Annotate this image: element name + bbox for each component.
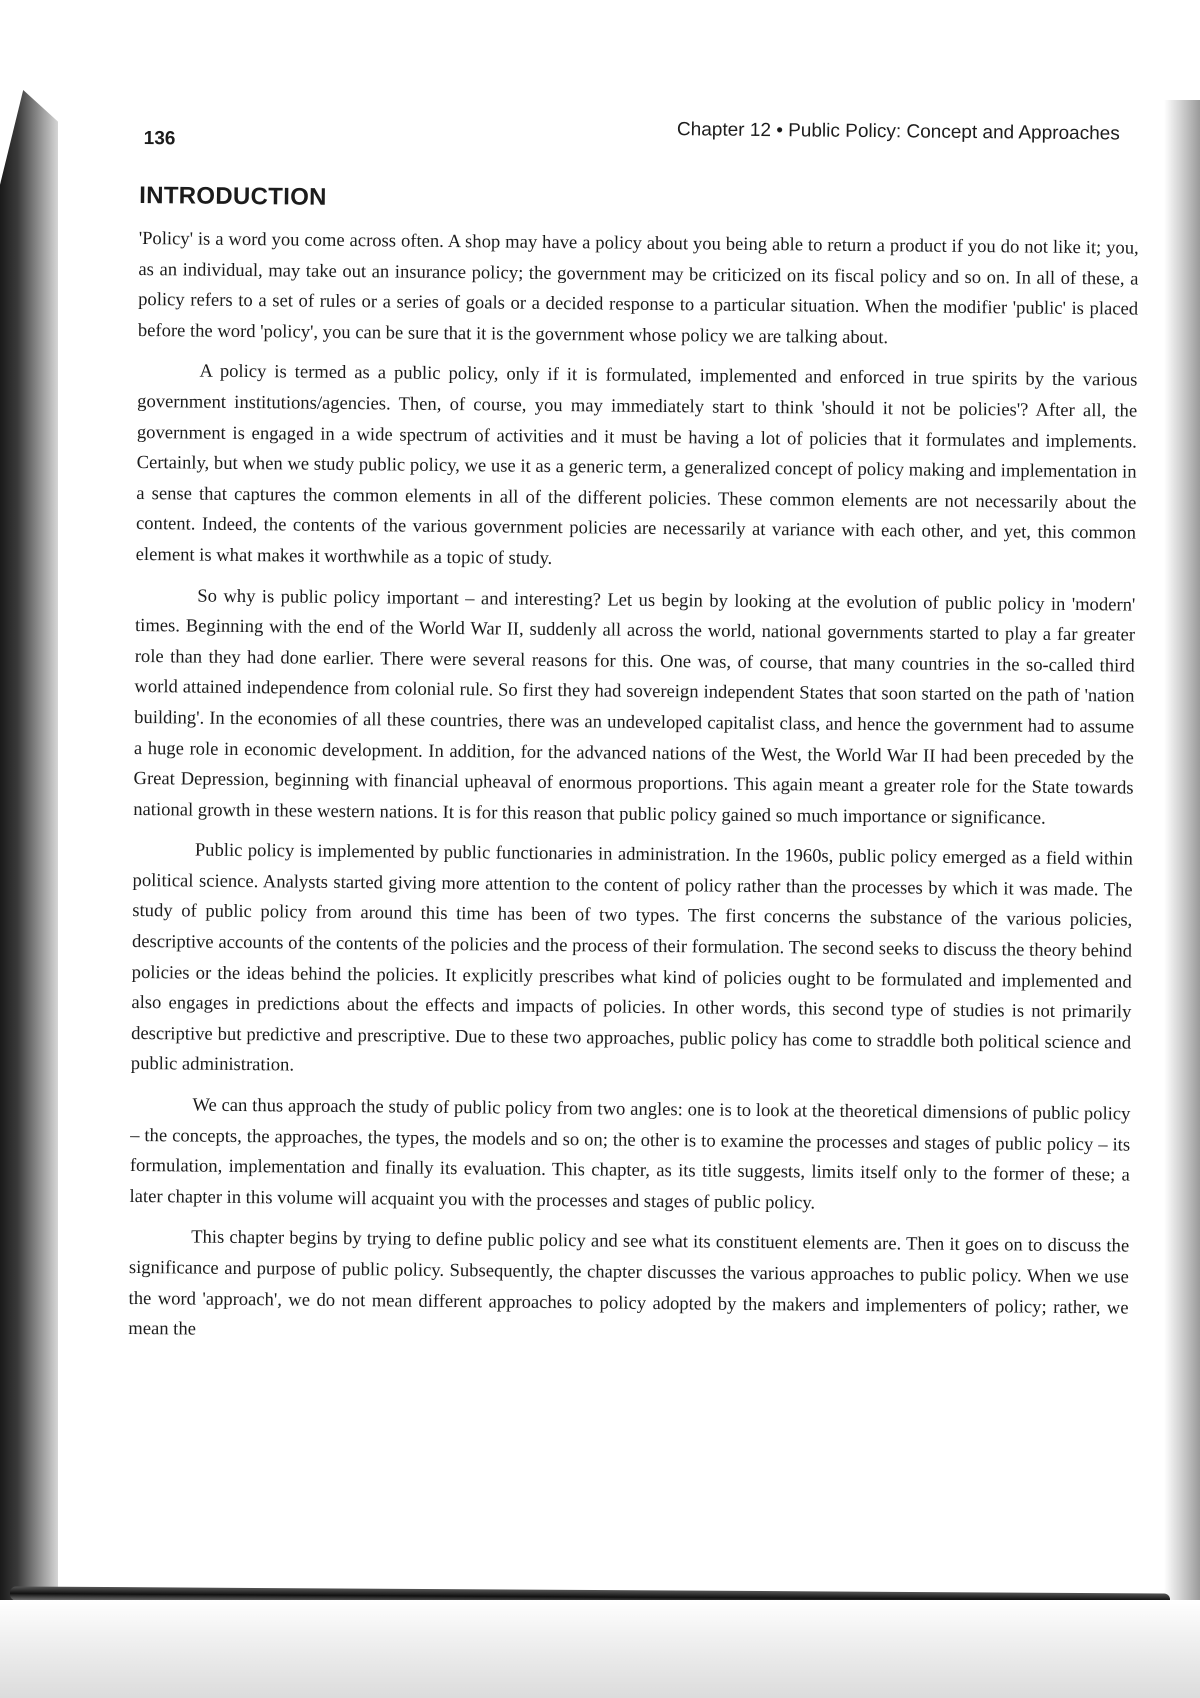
page-number: 136 [143, 128, 176, 150]
book-spine [0, 90, 58, 1670]
paragraph: So why is public policy important – and interesting? Let us begin by looking at the evolution of public policy in 'modern' times. Beginning with the end of the World War II, suddenly all across the world, national governments started to play a far greater role than they had done earlier. There were several reasons for this. One was, of course, that many countries in the so-called third world attained independence from colonial rule. So first they had sovereign independent States that soon started on the path of 'nation building'. In the economies of all these countries, there was an undeveloped capitalist class, and hence the government had to assume a huge role in economic development. In addition, for the advanced nations of the West, the World War II had been preceded by the Great Depression, beginning with financial upheaval of enormous proportions. This again meant a greater role for the State towards national growth in these western nations. It is for this reason that public policy gained so much importance or significance. [133, 585, 1136, 829]
paragraph: Public policy is implemented by public functionaries in administration. In the 1960s, public policy emerged as a field within political science. Analysts started giving more attention to the content of policy rather than the processes by which it was made. The study of public policy from around this time has been of two types. The first concerns the substance of the various policies, descriptive accounts of the contents of the policies and the process of their formulation. The second seeks to discuss the theory behind policies or the ideas behind the policies. It explicitly prescribes what kind of policies ought to be formulated and implemented and also engages in predictions about the effects and impacts of policies. In other words, this second type of studies is not primarily descriptive but predictive and prescriptive. Due to these two approaches, public policy has come to straddle both political science and public administration. [130, 839, 1133, 1076]
paragraph: We can thus approach the study of public policy from two angles: one is to look at the theoretical dimensions of public policy – the concepts, the approaches, the types, the models and so on; the other is to examine the processes and stages of public policy – its formulation, implementation and finally its evaluation. This chapter, as its title suggests, limits itself only to the former of these; a later chapter in this volume will acquaint you with the processes and stages of public policy. [129, 1094, 1131, 1214]
page-text-block [126, 110, 1140, 1580]
running-title: Chapter 12 • Public Policy: Concept and Approaches [676, 119, 1120, 145]
page-edge-shadow [1164, 100, 1200, 1660]
paragraph: This chapter begins by trying to define public policy and see what its constituent elements are. Then it goes on to discuss the significance and purpose of public policy. Subsequently, the chapter discusses the various approaches to public policy. When we use the word 'approach', we do not mean different approaches to policy adopted by the makers and implementers of policy; rather, we mean the [128, 1226, 1130, 1340]
paragraph: A policy is termed as a public policy, only if it is formulated, implemented and enforced in true spirits by the various government institutions/agencies. Then, of course, you may immediately start to think 'should it not be policies'? After all, the government is engaged in a wide spectrum of activities and it must be having a lot of policies that it formulates and implements. Certainly, but when we study public policy, we use it as a generic term, a generalized concept of policy making and implementation in a sense that captures the common elements in all of the different policies. These common elements are not necessarily about the content. Indeed, the contents of the various government policies are necessarily at variance with each other, and yet, this common element is what makes it worthwhile as a topic of study. [135, 360, 1138, 569]
page-bottom-margin [0, 1600, 1200, 1698]
running-header [140, 110, 1140, 160]
paragraph: 'Policy' is a word you come across often. A shop may have a policy about you being able to return a product if you do not like it; you, as an individual, may take out an insurance policy; the government may be criticized on its fiscal policy and so on. In all of these, a policy refers to a set of rules or a series of goals or a decided response to a particular situation. When the modifier 'public' is placed before the word 'policy', you can be sure that it is the government whose policy we are talking about. [137, 227, 1139, 348]
section-heading: INTRODUCTION [139, 181, 327, 211]
